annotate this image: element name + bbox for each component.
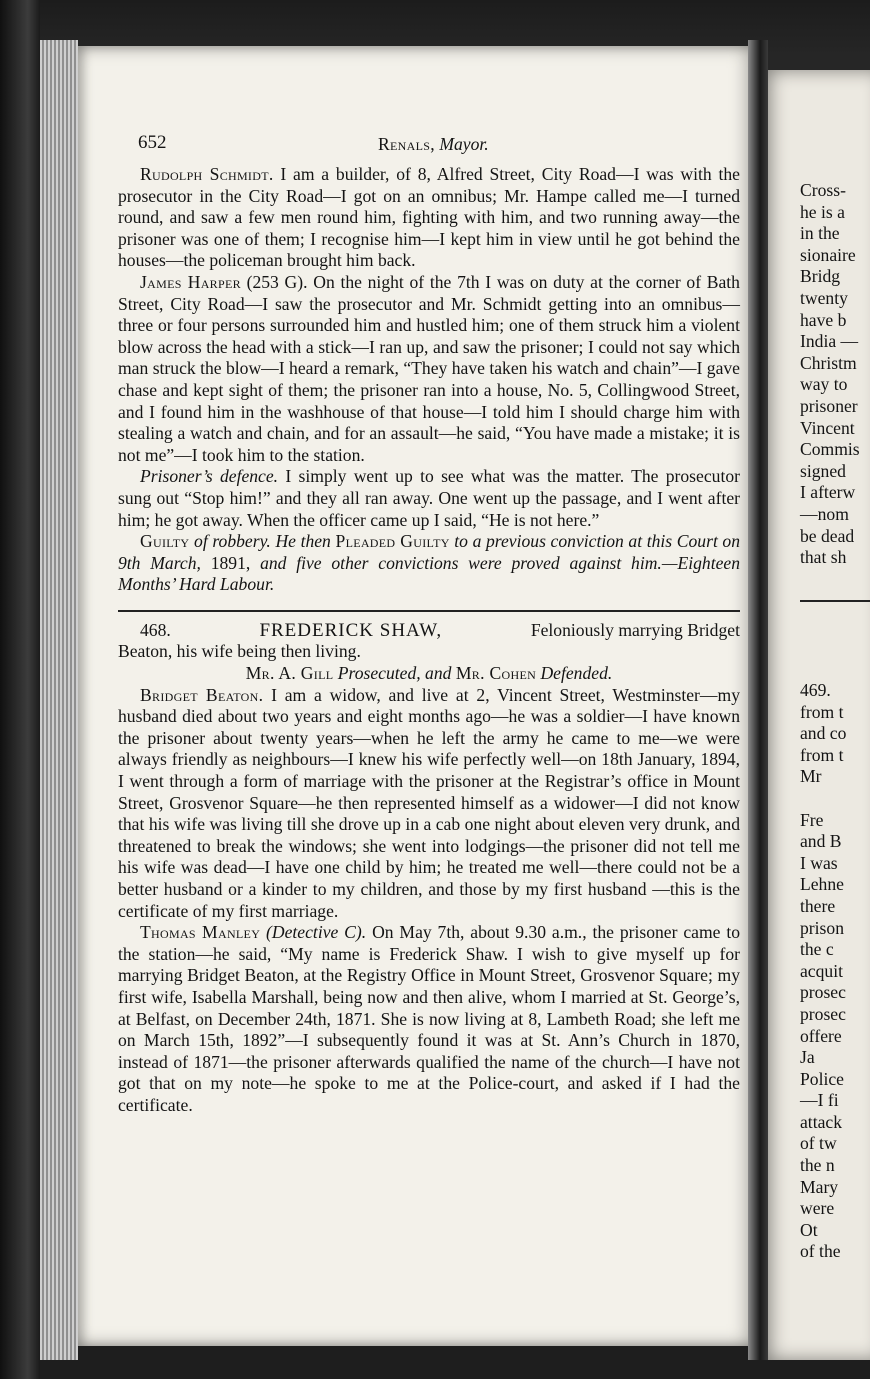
defence-text: I simply went up to see what was the matter. The prosecutor sung out “Stop him!” and they all ran away. One went up the passage, and I went after him; he got away. When the officer came up I said, “He is not here.” bbox=[118, 466, 740, 530]
counsel-line: Mr. A. Gill Prosecuted, and Mr. Cohen Defended. bbox=[245, 663, 613, 684]
testimony-text: On the night of the 7th I was on duty at the corner of Bath Street, City Road—I saw the prosecutor and Mr. Schmidt getting into an omnibus—three or four persons surrounded him and hustled him; one of them struck him a violent blow across the head with a stick—I ran up, and saw the prisoner; I could not say which man struck the blow—I heard a remark, “They have taken his watch and chain”—I gave chase and kept sight of them; the prisoner ran into a house, No. 5, Collingwood Street, and I found him in the washhouse of that house—I told him I should charge him with stealing a watch and chain, and for an assault—he said, “You have made a mistake; it is not me”—I took him to the station. bbox=[118, 271, 740, 465]
testimony-schmidt bbox=[118, 164, 740, 272]
speaker-badge: (Detective C). bbox=[266, 922, 367, 943]
right-page-bottom-fragments: 469. from t and co from t Mr Fre and B I was Lehne there prison the c acquit prosec prosec offere Ja Police —I fi attack of tw the n Mary were Ot of the bbox=[800, 680, 847, 1262]
testimony-text: I am a builder, of 8, Alfred Street, City Road—I was with the prosecutor in the City Road—I got on an omnibus; Mr. Hampe called me—I turned round, and saw a few men round him, fighting with him, and two running away—the prisoner was one of them; I recognise him—I kept him in view until he got behind the houses—the policeman brought him back. bbox=[118, 164, 740, 271]
speaker-name: Rudolph Schmidt. bbox=[140, 164, 274, 184]
right-page-top-fragments: Cross- he is a in the sionaire Bridg twenty have b India — Christm way to prisoner Vincent Commis signed I afterw —nom be dead that sh bbox=[800, 180, 860, 568]
page-header bbox=[118, 130, 740, 164]
speaker-name: Thomas Manley bbox=[140, 922, 261, 943]
speaker-name: Bridget Beaton. bbox=[140, 684, 264, 705]
speaker-badge: (253 G). bbox=[246, 271, 308, 292]
case-heading: 468. FREDERICK SHAW, Feloniously marrying Bridget bbox=[140, 619, 740, 641]
right-page-rule bbox=[800, 600, 870, 602]
page-number: 652 bbox=[138, 132, 167, 153]
testimony-beaton bbox=[118, 685, 740, 923]
testimony-manley bbox=[118, 922, 740, 1116]
testimony-text: On May 7th, about 9.30 a.m., the prisoner came to the station—he said, “My name is Frederick Shaw. I wish to give myself up for marrying Bridget Beaton, at the Registry Office in Mount Street, Grosvenor Square; my first wife, Isabella Marshall, being now and then alive, whom I married at St. George’s, at Belfast, on December 24th, 1871. She is now living at 8, Lambeth Road; she left me on March 15th, 1892”—I subsequently found it was at St. Ann’s Church in 1870, instead of 1871—the prisoner afterwards qualified the name of the church—I have not got that on my note—he spoke to me at the Police-court, and asked if I had the certificate. bbox=[118, 922, 740, 1115]
speaker-name: James Harper bbox=[140, 271, 241, 292]
case-charge: Beaton, his wife being then living. bbox=[118, 641, 361, 662]
defence-label: Prisoner’s defence. bbox=[140, 466, 279, 487]
case-divider bbox=[118, 610, 740, 612]
page-stack-edge bbox=[40, 40, 78, 1360]
book-cover-edge bbox=[0, 0, 40, 1379]
running-head: Renals, Mayor. bbox=[378, 134, 489, 154]
page-content bbox=[118, 130, 740, 1117]
verdict: Guilty of robbery. He then Pleaded Guilty to a previous conviction at this Court on 9th March, 1891, and five other convictions were proved against him.—Eighteen Months’ Hard Labour. bbox=[118, 531, 741, 595]
testimony-harper bbox=[118, 272, 740, 466]
book-gutter bbox=[748, 40, 768, 1360]
right-page bbox=[758, 70, 870, 1360]
prisoner-defence bbox=[118, 466, 740, 531]
testimony-text: I am a widow, and live at 2, Vincent Street, Westminster—my husband died about two years and eight months ago—he was a soldier—I have known the prisoner about twenty years—when he left the army he came to me—we were always friendly as neighbours—I knew his wife perfectly well—on 18th January, 1894, I went through a form of marriage with the prisoner at the Registrar’s office in Mount Street, Grosvenor Square—he then represented himself as a widower—I did not know that his wife was living till she drove up in a cab one night about eleven very drunk, and threatened to break the windows; she went into lodgings—the prisoner did not tell me his wife was dead—I have one child by him; he treated me well—there could not be a better husband or a kinder to my children, and those by my first husband —this is the certificate of my first marriage. bbox=[118, 684, 740, 921]
